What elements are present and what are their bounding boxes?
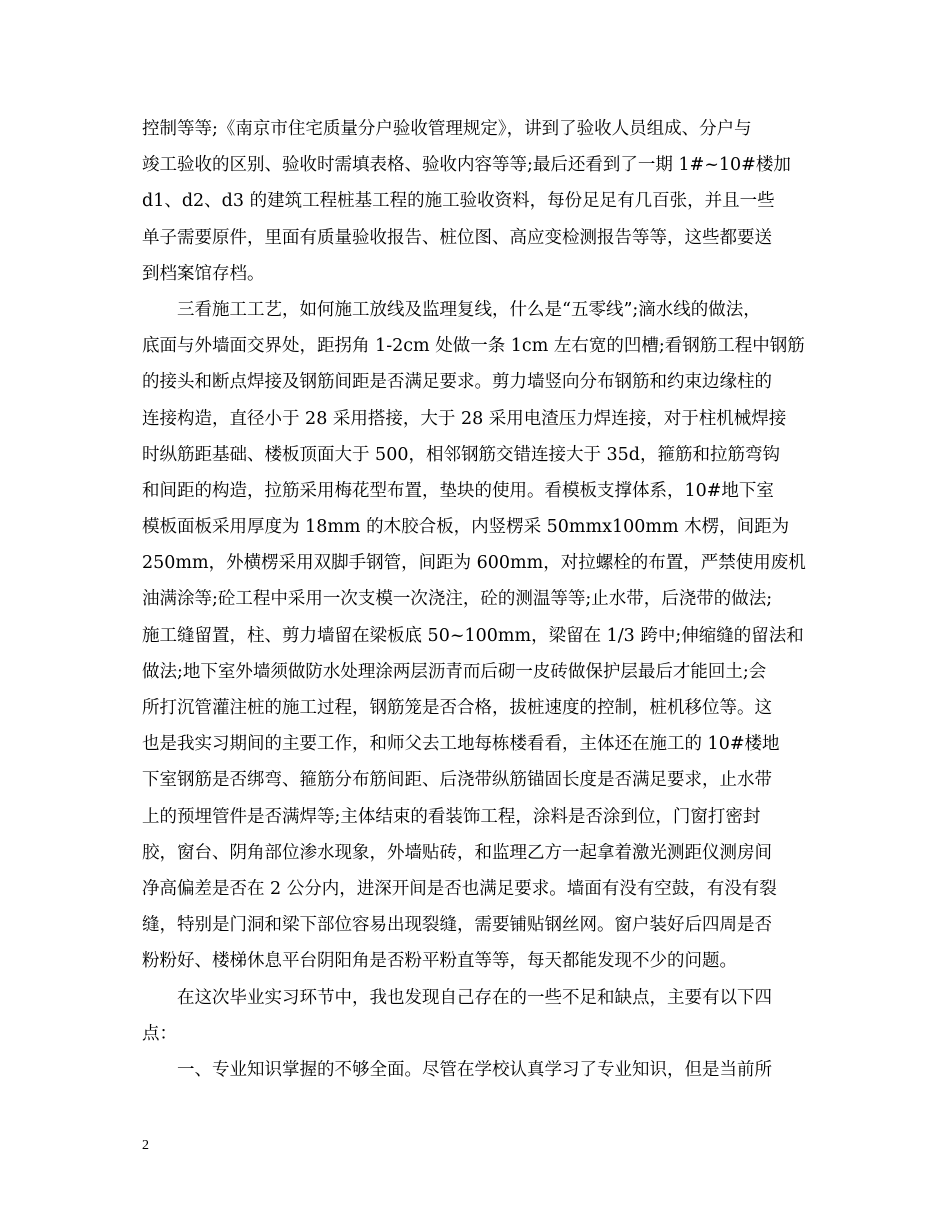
text-line: 粉粉好、楼梯休息平台阴阳角是否粉平粉直等等，每天都能发现不少的问题。 — [142, 951, 737, 972]
text-line: 时纵筋距基础、楼板顶面大于 500，相邻钢筋交错连接大于 35d，箍筋和拉筋弯钩 — [142, 444, 780, 465]
text-line: 三看施工工艺，如何施工放线及监理复线，什么是“五零线”;滴水线的做法， — [142, 299, 761, 320]
text-line: 胶，窗台、阴角部位渗水现象，外墙贴砖，和监理乙方一起拿着激光测距仪测房间 — [142, 842, 772, 863]
text-line: 控制等等;《南京市住宅质量分户验收管理规定》，讲到了验收人员组成、分户与 — [142, 119, 752, 139]
text-line: 和间距的构造，拉筋采用梅花型布置，垫块的使用。看模板支撑体系，10#地下室 — [142, 480, 774, 501]
text-line: 做法;地下室外墙须做防水处理涂两层沥青而后砌一皮砖做保护层最后才能回土;会 — [142, 661, 767, 682]
text-line: 到档案馆存档。 — [142, 263, 265, 284]
text-line: 一、专业知识掌握的不够全面。尽管在学校认真学习了专业知识，但是当前所 — [142, 1059, 772, 1080]
text-line: 单子需要原件，里面有质量验收报告、桩位图、高应变检测报告等等，这些都要送 — [142, 227, 772, 248]
text-line: 的接头和断点焊接及钢筋间距是否满足要求。剪力墙竖向分布钢筋和约束边缘柱的 — [142, 372, 772, 393]
text-line: 250mm，外横楞采用双脚手钢管，间距为 600mm，对拉螺栓的布置，严禁使用废机 — [142, 553, 806, 574]
text-line: 模板面板采用厚度为 18mm 的木胶合板，内竖楞采 50mmx100mm 木楞，间距为 — [142, 517, 790, 538]
text-line: 也是我实习期间的主要工作，和师父去工地每栋楼看看，主体还在施工的 10#楼地 — [142, 734, 780, 755]
text-line: d1、d2、d3 的建筑工程桩基工程的施工验收资料，每份足足有几百张，并且一些 — [142, 191, 775, 212]
text-line: 连接构造，直径小于 28 采用搭接，大于 28 采用电渣压力焊连接，对于柱机械焊接 — [142, 408, 787, 429]
text-line: 在这次毕业实习环节中，我也发现自己存在的一些不足和缺点，主要有以下四 — [142, 987, 772, 1008]
text-line: 下室钢筋是否绑弯、箍筋分布筋间距、后浇带纵筋锚固长度是否满足要求，止水带 — [142, 770, 772, 791]
text-line: 底面与外墙面交界处，距拐角 1-2cm 处做一条 1cm 左右宽的凹槽;看钢筋工程中钢筋 — [142, 336, 805, 357]
body-text — [142, 111, 812, 1088]
page-number: 2 — [142, 1138, 149, 1153]
text-line: 施工缝留置，柱、剪力墙留在梁板底 50~100mm，梁留在 1/3 跨中;伸缩缝的留法和 — [142, 625, 804, 646]
text-line: 缝，特别是门洞和梁下部位容易出现裂缝，需要铺贴钢丝网。窗户装好后四周是否 — [142, 915, 772, 936]
text-line: 点： — [142, 1023, 177, 1044]
text-line: 净高偏差是否在 2 公分内，进深开间是否也满足要求。墙面有没有空鼓，有没有裂 — [142, 878, 777, 899]
text-line: 油满涂等;砼工程中采用一次支模一次浇注，砼的测温等等;止水带，后浇带的做法; — [142, 589, 773, 610]
text-line: 所打沉管灌注桩的施工过程，钢筋笼是否合格，拔桩速度的控制，桩机移位等。这 — [142, 698, 772, 718]
text-line: 上的预埋管件是否满焊等;主体结束的看装饰工程，涂料是否涂到位，门窗打密封 — [142, 806, 761, 827]
text-line: 竣工验收的区别、验收时需填表格、验收内容等等;最后还看到了一期 1#~10#楼加 — [142, 155, 791, 176]
